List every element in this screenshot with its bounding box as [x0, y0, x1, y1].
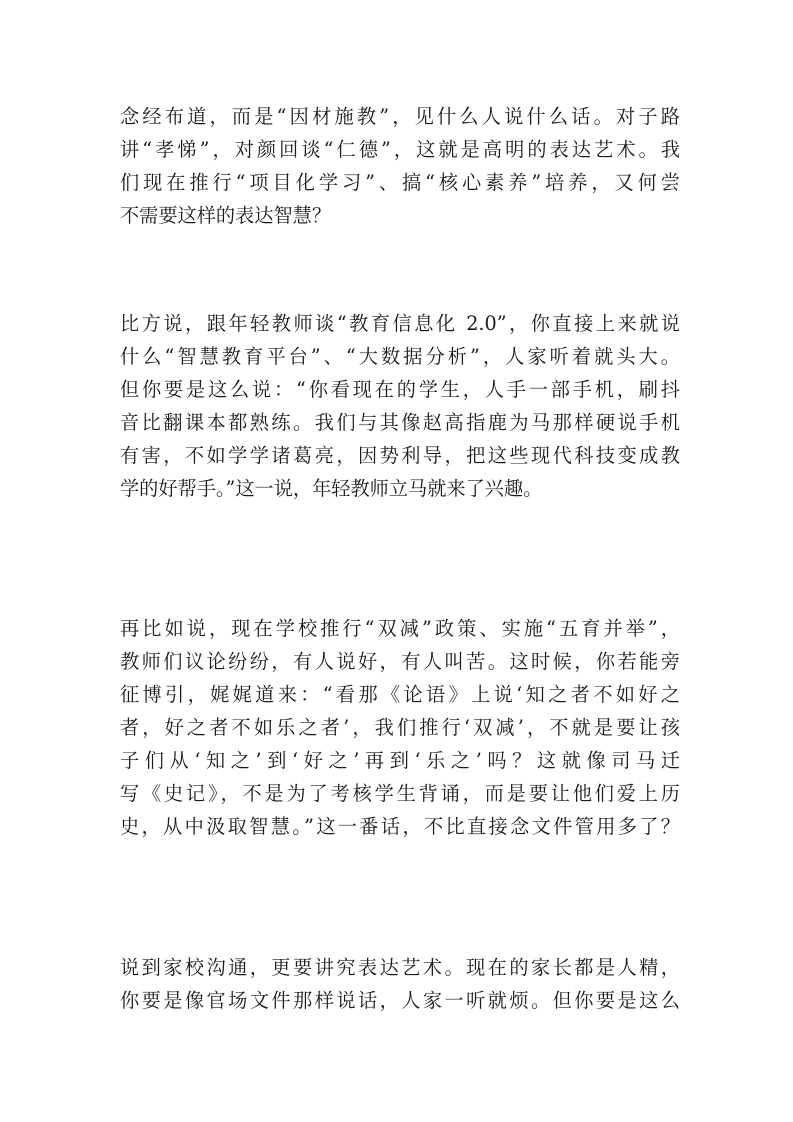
paragraph-line: 们现在推行“项目化学习”、搞“核心素养”培养，又何尝	[120, 171, 680, 194]
paragraph-line: 再比如说，现在学校推行“双减”政策、实施“五育并举”，	[120, 617, 680, 640]
paragraph-line: 不需要这样的表达智慧？	[120, 204, 332, 227]
paragraph-line: 说到家校沟通，更要讲究表达艺术。现在的家长都是人精，	[120, 956, 680, 979]
paragraph-line: 有害，不如学学诸葛亮，因势利导，把这些现代科技变成教	[120, 444, 680, 467]
paragraph-line: 比方说，跟年轻教师谈“教育信息化 2.0”，你直接上来就说	[120, 312, 680, 335]
paragraph-line: 教师们议论纷纷，有人说好，有人叫苦。这时候，你若能旁	[120, 650, 680, 673]
paragraph-line: 学的好帮手。”这一说，年轻教师立马就来了兴趣。	[120, 477, 543, 500]
paragraph-line: 史，从中汲取智慧。”这一番话，不比直接念文件管用多了？	[120, 815, 680, 838]
paragraph-line: 征博引，娓娓道来：“看那《论语》上说‘知之者不如好之	[120, 683, 680, 706]
paragraph-line: 念经布道，而是“因材施教”，见什么人说什么话。对子路	[120, 105, 680, 128]
paragraph-line: 子们从‘知之’到‘好之’再到‘乐之’吗？这就像司马迁	[120, 749, 680, 772]
paragraph-line: 但你要是这么说：“你看现在的学生，人手一部手机，刷抖	[120, 378, 680, 401]
paragraph-line: 什么“智慧教育平台”、“大数据分析”，人家听着就头大。	[120, 345, 680, 368]
paragraph-line: 音比翻课本都熟练。我们与其像赵高指鹿为马那样硬说手机	[120, 411, 680, 434]
paragraph-line: 写《史记》，不是为了考核学生背诵，而是要让他们爱上历	[120, 782, 680, 805]
paragraph-line: 者，好之者不如乐之者’，我们推行‘双减’，不就是要让孩	[120, 716, 680, 739]
paragraph-line: 你要是像官场文件那样说话，人家一听就烦。但你要是这么	[120, 989, 680, 1012]
paragraph-line: 讲“孝悌”，对颜回谈“仁德”，这就是高明的表达艺术。我	[120, 138, 680, 161]
